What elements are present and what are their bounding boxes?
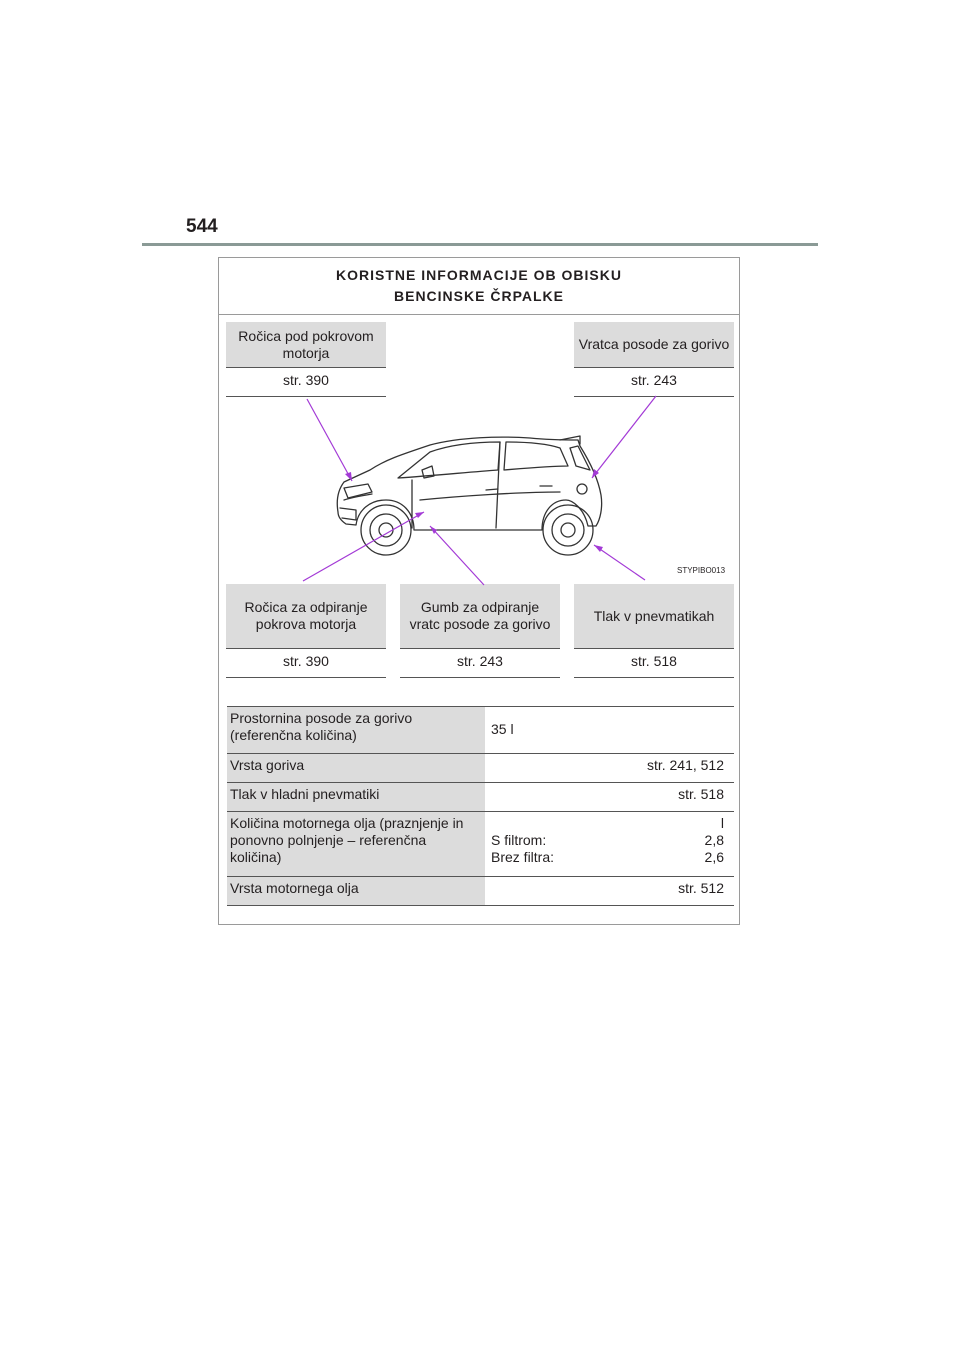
spec-label: Količina motornega olja (praznjenje in ponovno polnjenje – referenčna količina)	[227, 812, 485, 877]
spec-value: 35 l	[485, 707, 734, 754]
image-code: STYPIBO013	[677, 566, 726, 575]
callout-label: Tlak v pnevmatikah	[574, 584, 734, 648]
without-filter-value: 2,6	[704, 849, 724, 865]
spec-value: str. 518	[485, 783, 734, 812]
table-row	[227, 754, 734, 783]
callout-label: Ročica za odpiranje pokrova motorja	[226, 584, 386, 648]
panel-title-line1: KORISTNE INFORMACIJE OB OBISKU	[336, 267, 622, 283]
spec-label: Vrsta motornega olja	[227, 877, 485, 906]
spec-table	[227, 706, 734, 906]
callout-ref: str. 518	[574, 648, 734, 678]
table-row	[227, 812, 734, 877]
callout-label: Ročica pod pokrovom motorja	[226, 322, 386, 367]
spec-value: str. 241, 512	[485, 754, 734, 783]
callout-ref: str. 390	[226, 367, 386, 397]
page-number: 544	[186, 216, 218, 237]
spec-label: Prostornina posode za gorivo (referenčna količina)	[227, 707, 485, 754]
callout-ref: str. 243	[574, 367, 734, 397]
spec-label: Tlak v hladni pnevmatiki	[227, 783, 485, 812]
callout-ref: str. 243	[400, 648, 560, 678]
without-filter-label: Brez filtra:	[491, 849, 555, 865]
spec-label: Vrsta goriva	[227, 754, 485, 783]
table-row	[227, 783, 734, 812]
callout-ref: str. 390	[226, 648, 386, 678]
table-row	[227, 707, 734, 754]
oil-unit: l	[720, 815, 724, 831]
panel-title-line2: BENCINSKE ČRPALKE	[394, 288, 564, 304]
with-filter-label: S filtrom:	[491, 832, 547, 848]
oil-quantity-cell	[485, 812, 734, 877]
table-row	[227, 877, 734, 906]
spec-value: str. 512	[485, 877, 734, 906]
callout-label: Gumb za odpiranje vratc posode za gorivo	[400, 584, 560, 648]
callout-label: Vratca posode za gorivo	[574, 322, 734, 367]
with-filter-value: 2,8	[704, 832, 724, 848]
